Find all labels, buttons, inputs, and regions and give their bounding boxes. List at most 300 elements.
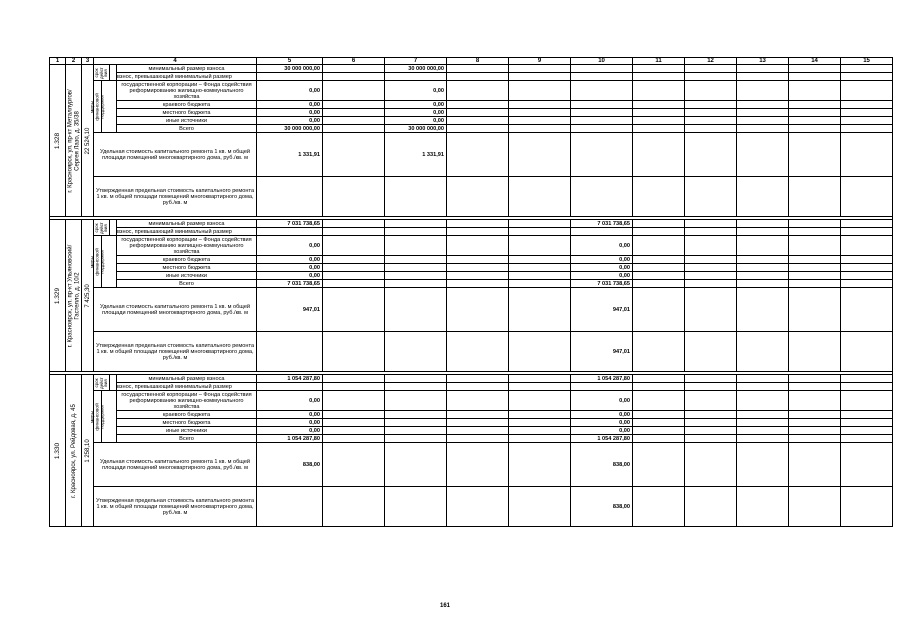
value-cell [789,375,841,383]
value-cell [633,220,685,228]
row-label: Всего [117,280,257,288]
value-cell: 0,00 [385,101,447,109]
value-cell [385,419,447,427]
value-cell: 0,00 [571,411,633,419]
value-cell [323,288,385,332]
value-cell [789,220,841,228]
value-cell [323,101,385,109]
value-cell: 838,00 [257,443,323,487]
value-cell [385,177,447,217]
value-cell [385,375,447,383]
header-cell: 14 [789,58,841,65]
value-cell [571,65,633,73]
value-cell [447,109,509,117]
value-cell [841,220,893,228]
value-cell [789,272,841,280]
value-cell [323,125,385,133]
value-cell [633,288,685,332]
value-cell [789,411,841,419]
value-cell [789,419,841,427]
value-cell [509,288,571,332]
value-cell [685,228,737,236]
value-cell [447,133,509,177]
value-cell [385,383,447,391]
value-cell [841,332,893,372]
financing-table-sheet [49,57,870,527]
value-cell [633,383,685,391]
value-cell [841,280,893,288]
block-row [50,419,893,427]
value-cell [685,109,737,117]
header-cell: 5 [257,58,323,65]
value-cell [447,383,509,391]
financing-table [49,57,893,527]
value-cell [685,419,737,427]
value-cell [447,117,509,125]
value-cell [789,435,841,443]
value-cell: 7 031 738,65 [257,220,323,228]
value-cell [737,220,789,228]
value-cell [789,228,841,236]
value-cell [841,411,893,419]
value-cell [789,73,841,81]
value-cell [789,101,841,109]
value-cell [633,73,685,81]
value-cell [685,280,737,288]
block-row [50,411,893,419]
value-cell [509,443,571,487]
row-label: иные источники [117,117,257,125]
row-label: местного бюджета [117,264,257,272]
term-label [94,220,110,236]
value-cell [571,101,633,109]
value-cell [571,177,633,217]
value-cell [841,133,893,177]
row-label: минимальный размер взноса [117,375,257,383]
object-address-text: г. Красноярск, ул. пр-кт Металлургов/Сергея Лазо, д. 35/38 [67,88,80,193]
value-cell [447,427,509,435]
value-cell: 30 000 000,00 [257,65,323,73]
value-cell [737,73,789,81]
value-cell [685,435,737,443]
row-label: иные источники [117,427,257,435]
value-cell [685,236,737,256]
value-cell [633,236,685,256]
value-cell [841,383,893,391]
value-cell: 838,00 [571,443,633,487]
value-cell [789,487,841,527]
value-cell [509,125,571,133]
value-cell [737,280,789,288]
value-cell [323,435,385,443]
unit-cost-row [50,133,893,177]
value-cell [447,65,509,73]
value-cell [841,375,893,383]
row-label: государственной корпорации – Фонда содействия реформированию жилищно-коммунального хозяйства [117,236,257,256]
value-cell [509,65,571,73]
header-cell: 2 [66,58,82,65]
value-cell [685,264,737,272]
spacer-cell [110,65,117,81]
value-cell [737,236,789,256]
value-cell [685,220,737,228]
value-cell [737,427,789,435]
value-cell: 0,00 [257,264,323,272]
value-cell [257,228,323,236]
value-cell: 0,00 [257,391,323,411]
value-cell [447,236,509,256]
value-cell [509,332,571,372]
term-label-text: срок дейст вия [93,376,108,389]
value-cell [323,117,385,125]
value-cell [633,280,685,288]
value-cell [789,109,841,117]
value-cell [633,332,685,372]
value-cell [447,288,509,332]
value-cell [685,125,737,133]
value-cell [323,272,385,280]
value-cell [737,65,789,73]
value-cell [841,228,893,236]
value-cell [257,177,323,217]
object-address [66,65,82,217]
value-cell [737,133,789,177]
header-row [50,58,893,65]
value-cell [509,109,571,117]
value-cell [685,443,737,487]
value-cell [685,133,737,177]
value-cell [737,375,789,383]
value-cell [323,228,385,236]
value-cell [323,177,385,217]
value-cell [633,177,685,217]
value-cell: 1 054 287,80 [571,435,633,443]
value-cell [737,264,789,272]
value-cell [633,272,685,280]
value-cell: 838,00 [571,487,633,527]
value-cell: 0,00 [257,236,323,256]
value-cell [789,236,841,256]
object-address [66,375,82,527]
value-cell [385,391,447,411]
value-cell [509,427,571,435]
value-cell [323,81,385,101]
value-cell [509,117,571,125]
header-cell: 7 [385,58,447,65]
row-label: краевого бюджета [117,411,257,419]
object-area-text: 1 258,10 [84,438,91,463]
value-cell [789,443,841,487]
value-cell [323,391,385,411]
row-label: местного бюджета [117,419,257,427]
value-cell [633,117,685,125]
value-cell [509,280,571,288]
value-cell: 7 031 738,65 [571,280,633,288]
value-cell [633,101,685,109]
row-label: иные источники [117,272,257,280]
value-cell [385,443,447,487]
value-cell [633,256,685,264]
block-row [50,375,893,383]
value-cell [633,228,685,236]
value-cell: 0,00 [385,109,447,117]
value-cell [385,256,447,264]
value-cell [841,117,893,125]
block-row [50,109,893,117]
value-cell [323,411,385,419]
support-label-text: меры финансовой поддержки [90,247,105,276]
value-cell [509,220,571,228]
value-cell [841,81,893,101]
value-cell [841,487,893,527]
value-cell: 0,00 [257,109,323,117]
value-cell [633,81,685,101]
value-cell [571,73,633,81]
value-cell: 1 054 287,80 [571,375,633,383]
value-cell [737,177,789,217]
value-cell [509,435,571,443]
value-cell [685,427,737,435]
value-cell [633,125,685,133]
value-cell: 1 054 287,80 [257,435,323,443]
block-row [50,125,893,133]
object-number-text: 1.328 [53,132,61,149]
value-cell [571,228,633,236]
value-cell [571,125,633,133]
value-cell [685,272,737,280]
header-cell: 3 [82,58,94,65]
value-cell: 0,00 [257,427,323,435]
unit-cost-row [50,443,893,487]
block-row [50,101,893,109]
value-cell [385,280,447,288]
max-cost-label: Утвержденная предельная стоимость капитального ремонта 1 кв. м общей площади помещений многоквартирного дома, руб./кв. м [94,487,257,527]
value-cell [385,264,447,272]
value-cell [509,73,571,81]
header-cell: 10 [571,58,633,65]
value-cell [633,435,685,443]
value-cell: 0,00 [571,391,633,411]
value-cell [447,280,509,288]
value-cell [789,391,841,411]
value-cell [323,332,385,372]
term-label [94,375,110,391]
value-cell [789,383,841,391]
row-label: минимальный размер взноса [117,65,257,73]
value-cell [323,419,385,427]
max-cost-label: Утвержденная предельная стоимость капитального ремонта 1 кв. м общей площади помещений многоквартирного дома, руб./кв. м [94,332,257,372]
value-cell [685,288,737,332]
value-cell [447,375,509,383]
value-cell [789,117,841,125]
value-cell [789,288,841,332]
value-cell [685,375,737,383]
value-cell [447,256,509,264]
value-cell [633,391,685,411]
value-cell [633,133,685,177]
value-cell [685,73,737,81]
support-label-text: меры финансовой поддержки [90,402,105,431]
value-cell [685,487,737,527]
block-row [50,228,893,236]
value-cell [737,272,789,280]
value-cell [789,264,841,272]
block-row [50,65,893,73]
value-cell [737,117,789,125]
value-cell [789,256,841,264]
value-cell [789,332,841,372]
value-cell: 1 331,91 [257,133,323,177]
value-cell [447,435,509,443]
max-cost-row [50,332,893,372]
value-cell: 0,00 [257,81,323,101]
value-cell [737,81,789,101]
value-cell: 0,00 [571,427,633,435]
value-cell [447,264,509,272]
header-cell: 6 [323,58,385,65]
page-number: 161 [440,603,451,609]
value-cell [737,288,789,332]
value-cell [841,435,893,443]
value-cell [737,332,789,372]
value-cell [447,391,509,411]
support-label [90,236,105,288]
value-cell [633,375,685,383]
value-cell [385,228,447,236]
value-cell [323,443,385,487]
object-number-text: 1.329 [53,287,61,304]
value-cell [737,228,789,236]
value-cell [571,81,633,101]
unit-cost-label: Удельная стоимость капитального ремонта 1 кв. м общей площади помещений многоквартирного дома, руб./кв. м [94,133,257,177]
value-cell [841,125,893,133]
value-cell [737,487,789,527]
unit-cost-label: Удельная стоимость капитального ремонта 1 кв. м общей площади помещений многоквартирного дома, руб./кв. м [94,443,257,487]
value-cell [257,383,323,391]
value-cell [323,427,385,435]
value-cell: 0,00 [571,256,633,264]
value-cell [257,73,323,81]
value-cell [323,383,385,391]
value-cell [323,109,385,117]
unit-cost-row [50,288,893,332]
value-cell [633,487,685,527]
value-cell [737,391,789,411]
value-cell [841,443,893,487]
value-cell [385,427,447,435]
value-cell [447,73,509,81]
value-cell [685,256,737,264]
value-cell [633,109,685,117]
value-cell [841,177,893,217]
object-number [50,375,66,527]
value-cell [447,228,509,236]
term-label-text: срок дейст вия [93,221,108,234]
support-label [90,391,105,443]
value-cell [509,487,571,527]
row-label: краевого бюджета [117,256,257,264]
value-cell [509,272,571,280]
block-row [50,236,893,256]
value-cell [509,228,571,236]
value-cell: 947,01 [571,332,633,372]
value-cell [685,383,737,391]
term-label-text: срок дейст вия [93,66,108,79]
value-cell [633,427,685,435]
term-label [94,65,110,81]
value-cell: 1 054 287,80 [257,375,323,383]
value-cell [509,81,571,101]
value-cell: 0,00 [257,419,323,427]
object-number [50,65,66,217]
value-cell [737,443,789,487]
value-cell [385,73,447,81]
value-cell [571,117,633,125]
value-cell [323,236,385,256]
value-cell: 0,00 [257,256,323,264]
value-cell [789,81,841,101]
value-cell: 947,01 [571,288,633,332]
value-cell [789,177,841,217]
value-cell [789,125,841,133]
value-cell [571,383,633,391]
value-cell [323,220,385,228]
value-cell [509,256,571,264]
value-cell [509,419,571,427]
value-cell: 0,00 [257,411,323,419]
value-cell: 7 031 738,65 [257,280,323,288]
value-cell [385,487,447,527]
value-cell [685,65,737,73]
value-cell [571,133,633,177]
value-cell [385,332,447,372]
header-cell: 4 [94,58,257,65]
row-label: краевого бюджета [117,101,257,109]
support-label [90,81,105,133]
row-label: государственной корпорации – Фонда содействия реформированию жилищно-коммунального хозяйства [117,81,257,101]
max-cost-row [50,177,893,217]
block-row [50,427,893,435]
value-cell [841,288,893,332]
header-cell: 8 [447,58,509,65]
header-cell: 11 [633,58,685,65]
value-cell [685,81,737,101]
header-cell: 9 [509,58,571,65]
row-label: государственной корпорации – Фонда содействия реформированию жилищно-коммунального хозяйства [117,391,257,411]
value-cell [385,220,447,228]
value-cell [385,435,447,443]
value-cell [633,419,685,427]
value-cell: 0,00 [571,236,633,256]
block-row [50,280,893,288]
row-label: взнос, превышающий минимальный размер [117,228,257,236]
value-cell: 0,00 [571,419,633,427]
value-cell [633,65,685,73]
value-cell [447,411,509,419]
value-cell [323,256,385,264]
value-cell [737,256,789,264]
value-cell [447,81,509,101]
object-address-text: г. Красноярск, ул. пр-кт Ульяновский/Гастелло, д. 10/2 [67,244,80,347]
value-cell [323,264,385,272]
block-row [50,81,893,101]
block-row [50,272,893,280]
value-cell: 947,01 [257,288,323,332]
object-number-text: 1.330 [53,442,61,459]
value-cell [447,177,509,217]
value-cell [447,125,509,133]
value-cell [633,443,685,487]
